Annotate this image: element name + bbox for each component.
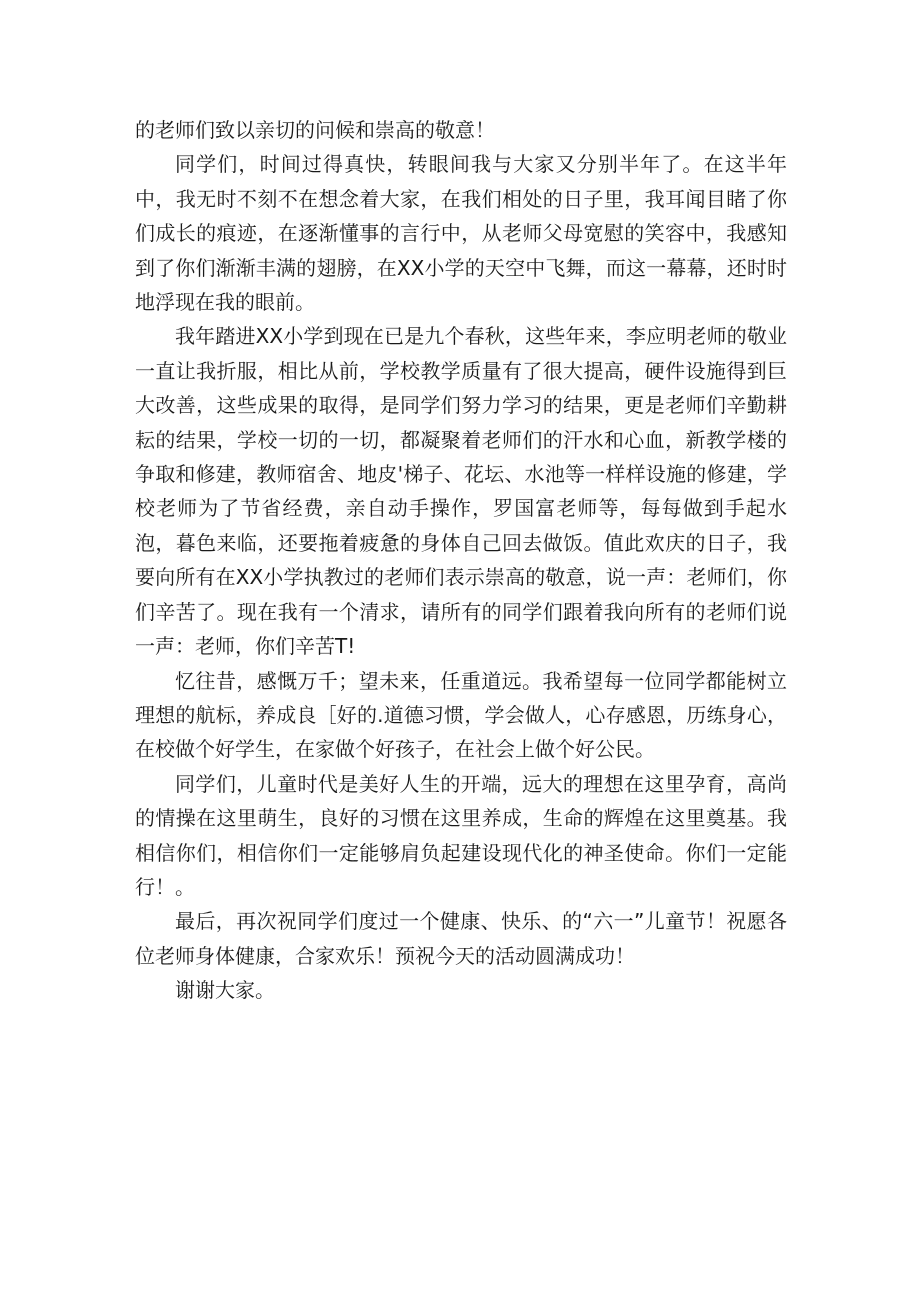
paragraph-hopes: 忆往昔，感慨万千；望未来，任重道远。我希望每一位同学都能树立理想的航标，养成良［好的.道德习惯，学会做人，心存感恩，历练身心，在校做个好学生，在家做个好孩子，在社会上做个好公民。 (135, 668, 787, 762)
paragraph-continuation: 的老师们致以亲切的问候和崇高的敬意！ (135, 118, 495, 142)
speech-body (135, 113, 787, 1008)
paragraph-closing-wishes: 最后，再次祝同学们度过一个健康、快乐、的“六一”儿童节！祝愿各位老师身体健康，合家欢乐！预祝今天的活动圆满成功！ (135, 909, 787, 968)
paragraph-childhood: 同学们，儿童时代是美好人生的开端，远大的理想在这里孕育，高尚的情操在这里萌生，良好的习惯在这里养成，生命的辉煌在这里奠基。我相信你们，相信你们一定能够肩负起建设现代化的神圣使命。你们一定能行！。 (135, 771, 787, 899)
paragraph-school-history: 我年踏进XX小学到现在已是九个春秋，这些年来，李应明老师的敬业一直让我折服，相比从前，学校教学质量有了很大提高，硬件设施得到巨大改善，这些成果的取得，是同学们努力学习的结果，更是老师们辛勤耕耘的结果，学校一切的一切，都凝聚着老师们的汗水和心血，新教学楼的争取和修建，教师宿舍、地皮'梯子、花坛、水池等一样样设施的修建，学校老师为了节省经费，亲自动手操作，罗国富老师等，每每做到手起水泡，暮色来临，还要拖着疲惫的身体自己回去做饭。值此欢庆的日子，我要向所有在XX小学执教过的老师们表示崇高的敬意，说一声：老师们，你们辛苦了。现在我有一个清求，请所有的同学们跟着我向所有的老师们说一声：老师，你们辛苦T! (135, 324, 787, 659)
paragraph-thanks: 谢谢大家。 (175, 978, 275, 1003)
paragraph-greeting-students: 同学们，时间过得真快，转眼间我与大家又分别半年了。在这半年中，我无时不刻不在想念着大家，在我们相处的日子里，我耳闻目睹了你们成长的痕迹，在逐渐懂事的言行中，从老师父母宽慰的笑容中，我感知到了你们渐渐丰满的翅膀，在XX小学的天空中飞舞，而这一幕幕，还时时地浮现在我的眼前。 (135, 152, 787, 315)
